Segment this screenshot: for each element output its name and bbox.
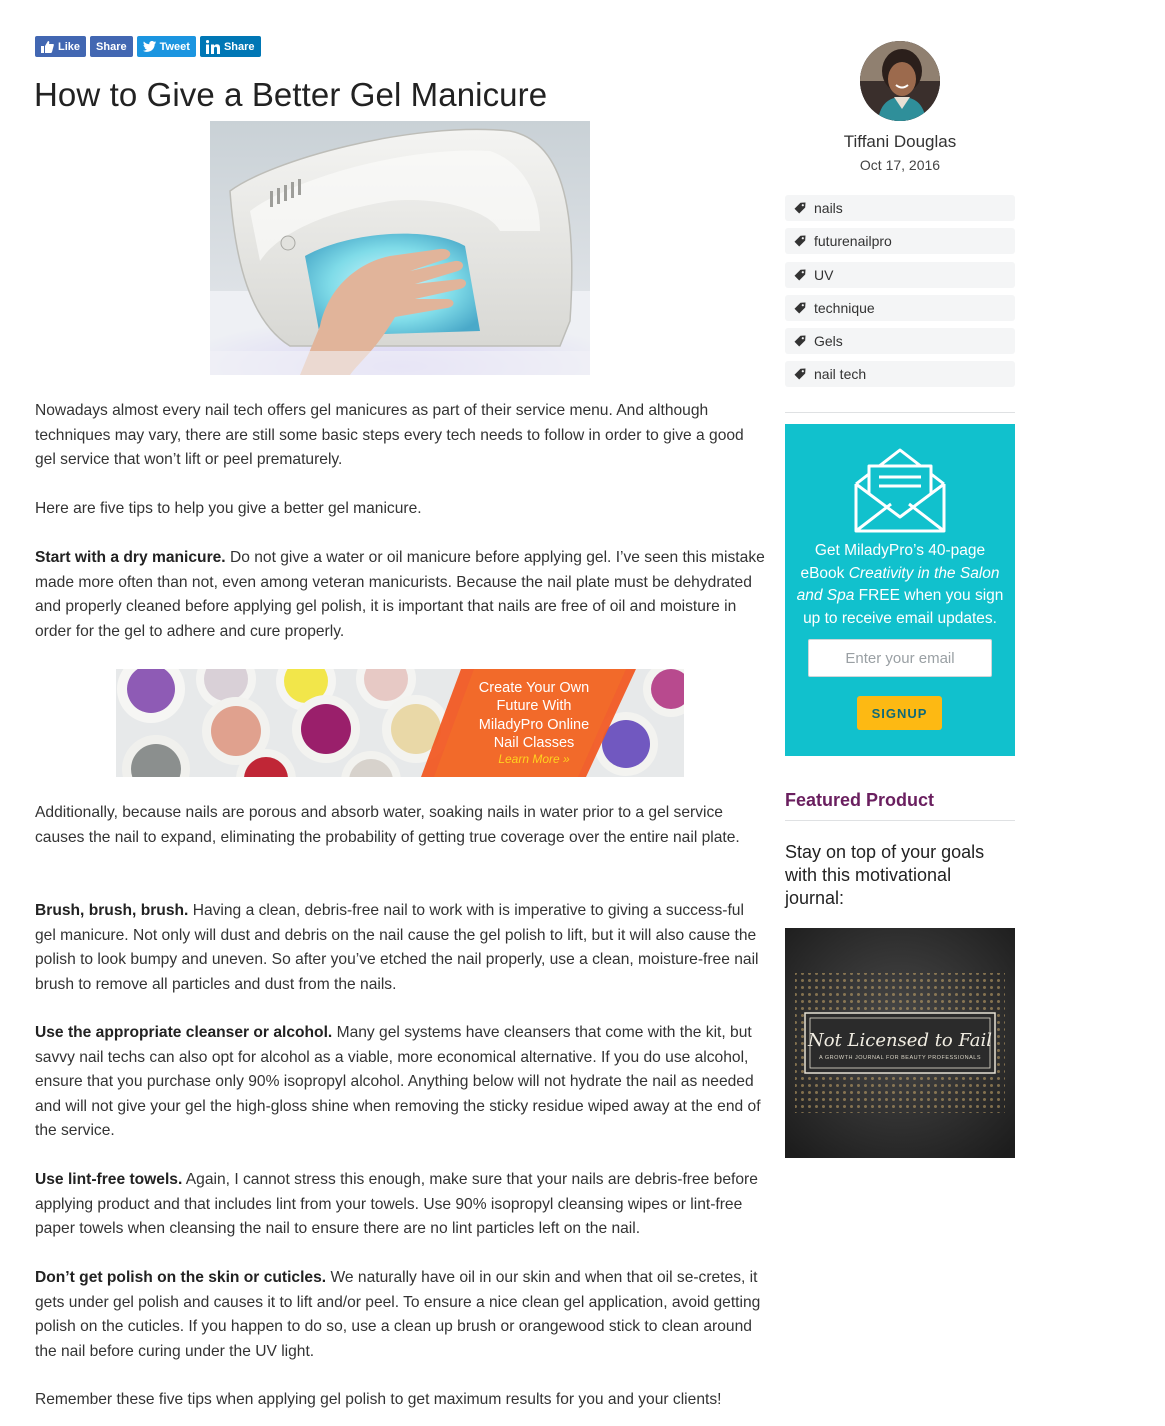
ebook-signup-box [785,424,1015,756]
tip-5-heading: Don’t get polish on the skin or cuticles. [35,1269,327,1286]
tag-icon [794,269,806,281]
article-paragraph-closing: Remember these five tips when applying gel polish to get maximum results for you and your clients! [35,1391,722,1408]
twitter-bird-icon [143,41,156,52]
tip-1-heading: Start with a dry manicure. [35,549,226,566]
linkedin-icon [206,40,220,54]
tag-technique[interactable]: technique [785,295,1015,321]
share-label: Share [96,40,127,53]
tag-icon [794,335,806,347]
banner-learn-more-link[interactable]: Learn More » [498,752,570,767]
envelope-icon [853,444,947,534]
author-name[interactable]: Tiffani Douglas [843,132,957,151]
ebook-title: Creativity in the Salon and Spa [796,564,1000,604]
tag-futurenailpro[interactable]: futurenailpro [785,228,1015,254]
tip-4-heading: Use lint-free towels. [35,1171,183,1188]
journal-title: Not Licensed to Fail [807,1030,993,1051]
author-avatar[interactable] [860,41,940,121]
journal-product-image[interactable] [785,928,1015,1158]
tag-gels[interactable]: Gels [785,328,1015,354]
featured-product-description: Stay on top of your goals with this motivational journal: [785,842,985,908]
tag-icon [794,302,806,314]
tag-icon [794,235,806,247]
featured-product-heading: Featured Product [785,790,935,810]
article-paragraph-soaking: Additionally, because nails are porous and absorb water, soaking nails in water prior to a gel service causes the nail to expand, eliminating the probability of getting true coverage over the entire nail plate. [35,804,740,846]
tag-icon [794,368,806,380]
social-share-bar [35,36,261,57]
journal-subtitle: A GROWTH JOURNAL FOR BEAUTY PROFESSIONALS [819,1055,981,1061]
banner-line-3: MiladyPro Online [478,716,590,733]
signup-button[interactable]: SIGNUP [857,696,942,730]
banner-line-1: Create Your Own [478,680,590,696]
email-input[interactable]: Enter your email [808,639,992,677]
tip-2-heading: Brush, brush, brush. [35,902,189,919]
facebook-share-button[interactable] [90,36,133,57]
article-paragraph-tips-intro: Here are five tips to help you give a better gel manicure. [35,500,422,517]
tag-nails[interactable]: nails [785,195,1015,221]
tip-3-heading: Use the appropriate cleanser or alcohol. [35,1024,333,1041]
article-paragraph-tip-1: Start with a dry manicure. Do not give a water or oil manicure before applying gel. I’ve seen this mistake made more often than not, even among veteran manicurists. Because the nail plate must be dehydrated and properly cleaned before applying gel polish, it is important that nails are free of oil and moisture in order for the gel to adhere and cure properly. [35,549,765,640]
article-paragraph-tip-3: Use the appropriate cleanser or alcohol. Many gel systems have cleansers that come with the kit, but savvy nail techs can also opt for alcohol as a viable, more economical alternative. If you do use alcohol, ensure that you purchase only 90% isopropyl alcohol. Anything below will not hydrate the nail as needed and will not give your gel the high-gloss shine when removing the sticky residue wiped away at the end of the service. [35,1024,761,1140]
banner-line-2: Future With [496,698,572,715]
linkedin-share-button[interactable] [200,36,261,57]
article-paragraph-intro: Nowadays almost every nail tech offers gel manicures as part of their service menu. And although techniques may vary, there are still some basic steps every tech needs to follow in order to give a good gel service that won’t lift or peel prematurely. [35,402,744,469]
ebook-offer-text: Get MiladyPro’s 40-page eBook Creativity in the Salon and Spa FREE when you sign up to receive email updates. [796,542,1004,627]
post-date: Oct 17, 2016 [859,157,941,173]
article-paragraph-tip-5: Don’t get polish on the skin or cuticles. We naturally have oil in our skin and when that oil se-cretes, it gets under gel polish and causes it to lift and/or peel. To ensure a nice clean gel application, avoid getting polish on the cuticles. If you happen to do so, use a clean up brush or orangewood stick to clean around the nail before curing under the UV light. [35,1269,761,1360]
like-label: Like [58,40,81,53]
article-paragraph-tip-4: Use lint-free towels. Again, I cannot stress this enough, make sure that your nails are debris-free before applying product and that includes lint from your towels. Use 90% isopropyl cleansing wipes or lint-free paper towels when cleansing the nail to ensure there are no lint particles left on the nail. [35,1171,758,1238]
page-title: How to Give a Better Gel Manicure [34,76,548,113]
linkedin-share-label: Share [223,40,255,53]
hero-image-uv-lamp [210,121,590,375]
banner-line-4: Nail Classes [493,734,575,751]
nail-classes-banner[interactable] [116,669,684,777]
thumbs-up-icon [41,41,54,53]
article-paragraph-tip-2: Brush, brush, brush. Having a clean, debris-free nail to work with is imperative to giving a success-ful gel manicure. Not only will dust and debris on the nail cause the gel polish to lift, but it will also cause the polish to look bumpy and uneven. So after you’ve etched the nail properly, use a clean, moisture-free nail brush to remove all particles and dust from the nails. [35,902,759,993]
tag-nail-tech[interactable]: nail tech [785,361,1015,387]
tag-icon [794,202,806,214]
sidebar-divider [785,412,1015,413]
featured-divider [785,820,1015,821]
tweet-label: Tweet [159,40,190,53]
tweet-button[interactable] [137,36,196,57]
tag-uv[interactable]: UV [785,262,1015,288]
tag-list [785,195,1015,395]
facebook-like-button[interactable] [35,36,86,57]
